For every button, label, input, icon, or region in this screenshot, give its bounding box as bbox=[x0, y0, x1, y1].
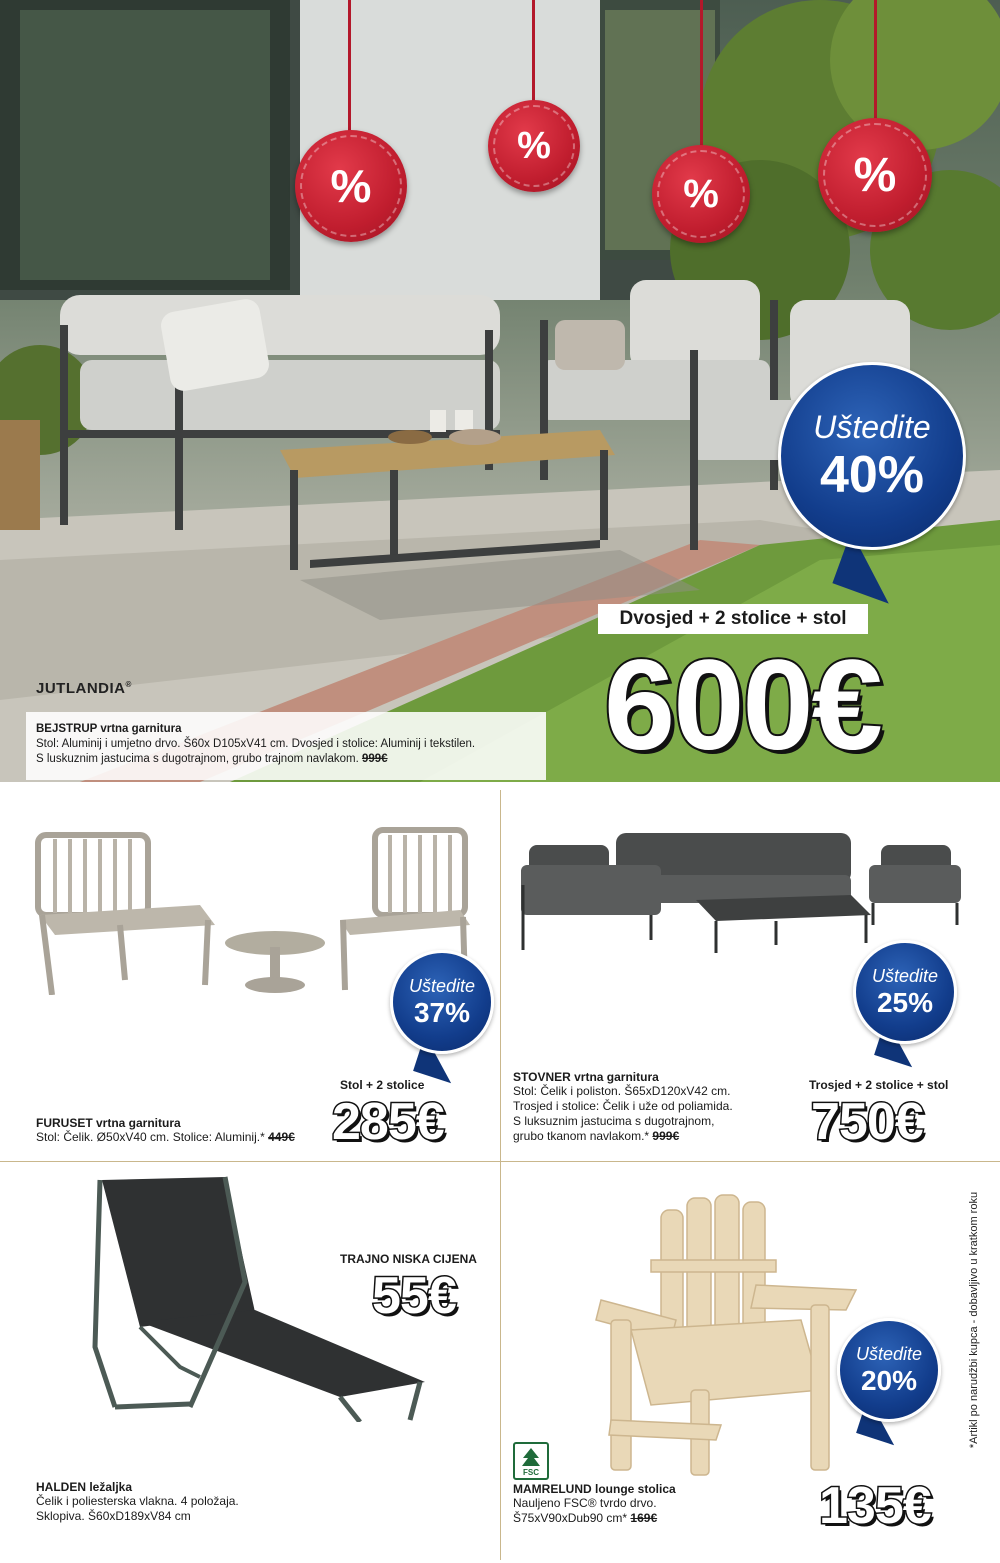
old-price: 449€ bbox=[268, 1130, 295, 1144]
percent-tag-icon: % bbox=[295, 130, 407, 242]
product-desc-line: Stol: Aluminij i umjetno drvo. Š60x D105xV41 cm. Dvosjed i stolice: Aluminij i tekstilen. bbox=[36, 738, 476, 750]
savings-value: 37% bbox=[413, 997, 471, 1028]
product-info bbox=[36, 1480, 336, 1524]
product-title: BEJSTRUP vrtna garnitura bbox=[36, 723, 182, 735]
savings-value: 20% bbox=[860, 1365, 918, 1396]
product-title: STOVNER vrtna garnitura bbox=[513, 1070, 659, 1084]
savings-label: Uštedite bbox=[855, 1344, 923, 1364]
product-title: FURUSET vrtna garnitura bbox=[36, 1116, 181, 1130]
mamrelund-chair-illustration bbox=[591, 1190, 861, 1480]
product-price: 285€ bbox=[332, 1093, 444, 1151]
product-desc-line: Čelik i poliesterska vlakna. 4 položaja. bbox=[36, 1494, 239, 1508]
stovner-set-illustration bbox=[511, 825, 971, 955]
fsc-logo-icon: FSC bbox=[513, 1442, 549, 1480]
old-price: 169€ bbox=[630, 1511, 658, 1525]
savings-value: 25% bbox=[876, 987, 934, 1018]
percent-tag-icon: % bbox=[818, 118, 932, 232]
product-card-furuset bbox=[0, 790, 500, 1160]
product-desc-line: Trosjed i stolice: Čelik i uže od poliamida. bbox=[513, 1099, 733, 1113]
product-desc-line: Stol: Čelik i poliston. Š65xD120xV42 cm. bbox=[513, 1084, 731, 1098]
product-card-stovner bbox=[501, 790, 1000, 1160]
set-label: TRAJNO NISKA CIJENA bbox=[340, 1252, 477, 1266]
tag-string bbox=[348, 0, 351, 145]
tag-string bbox=[700, 0, 703, 150]
savings-bubble bbox=[853, 940, 957, 1044]
savings-label: Uštedite bbox=[408, 976, 476, 996]
old-price: 999€ bbox=[361, 753, 388, 765]
product-desc-line: Stol: Čelik. Ø50xV40 cm. Stolice: Aluminij.* 449€ bbox=[36, 1130, 295, 1144]
tag-string bbox=[874, 0, 877, 128]
set-label: Dvosjed + 2 stolice + stol bbox=[598, 604, 868, 634]
product-desc-line: Sklopiva. Š60xD189xV84 cm bbox=[36, 1509, 191, 1523]
product-price: 750€ bbox=[811, 1093, 923, 1151]
set-label: Stol + 2 stolice bbox=[340, 1078, 425, 1092]
product-info bbox=[513, 1482, 773, 1526]
product-info-box bbox=[26, 712, 546, 780]
product-info bbox=[36, 1116, 336, 1145]
product-title: HALDEN ležaljka bbox=[36, 1480, 133, 1494]
product-desc-line: grubo tkanom navlakom.* 999€ bbox=[513, 1129, 680, 1143]
savings-label: Uštedite bbox=[813, 409, 931, 445]
product-info bbox=[513, 1070, 783, 1144]
product-card-mamrelund bbox=[501, 1162, 951, 1563]
product-title: MAMRELUND lounge stolica bbox=[513, 1482, 676, 1496]
product-price: 135€ bbox=[819, 1477, 931, 1535]
savings-value: 40% bbox=[819, 446, 925, 504]
percent-tag-icon: % bbox=[488, 100, 580, 192]
brand-logo: JUTLANDIA® bbox=[36, 680, 132, 697]
product-desc-line: S luksuznim jastucima s dugotrajnom, bbox=[513, 1114, 715, 1128]
percent-tag-icon: % bbox=[652, 145, 750, 243]
product-price: 55€ bbox=[372, 1267, 456, 1325]
old-price: 999€ bbox=[652, 1129, 680, 1143]
hero-price: 600€ bbox=[604, 634, 881, 777]
product-desc-line: Nauljeno FSC® tvrdo drvo. bbox=[513, 1496, 657, 1510]
savings-bubble bbox=[778, 362, 966, 550]
product-desc-line: Š75xV90xDub90 cm* 169€ bbox=[513, 1511, 658, 1525]
product-card-halden bbox=[0, 1162, 500, 1563]
furuset-chairs-illustration bbox=[30, 825, 360, 995]
tag-string bbox=[532, 0, 535, 108]
savings-bubble bbox=[390, 950, 494, 1054]
product-desc-line: S luskuznim jastucima s dugotrajnom, grubo trajnom navlakom. 999€ bbox=[36, 753, 388, 765]
savings-label: Uštedite bbox=[871, 966, 939, 986]
set-label: Trosjed + 2 stolice + stol bbox=[809, 1078, 949, 1092]
side-footnote: *Artikl po narudžbi kupca - dobavljivo u kratkom roku bbox=[968, 1191, 980, 1449]
savings-bubble bbox=[837, 1318, 941, 1422]
